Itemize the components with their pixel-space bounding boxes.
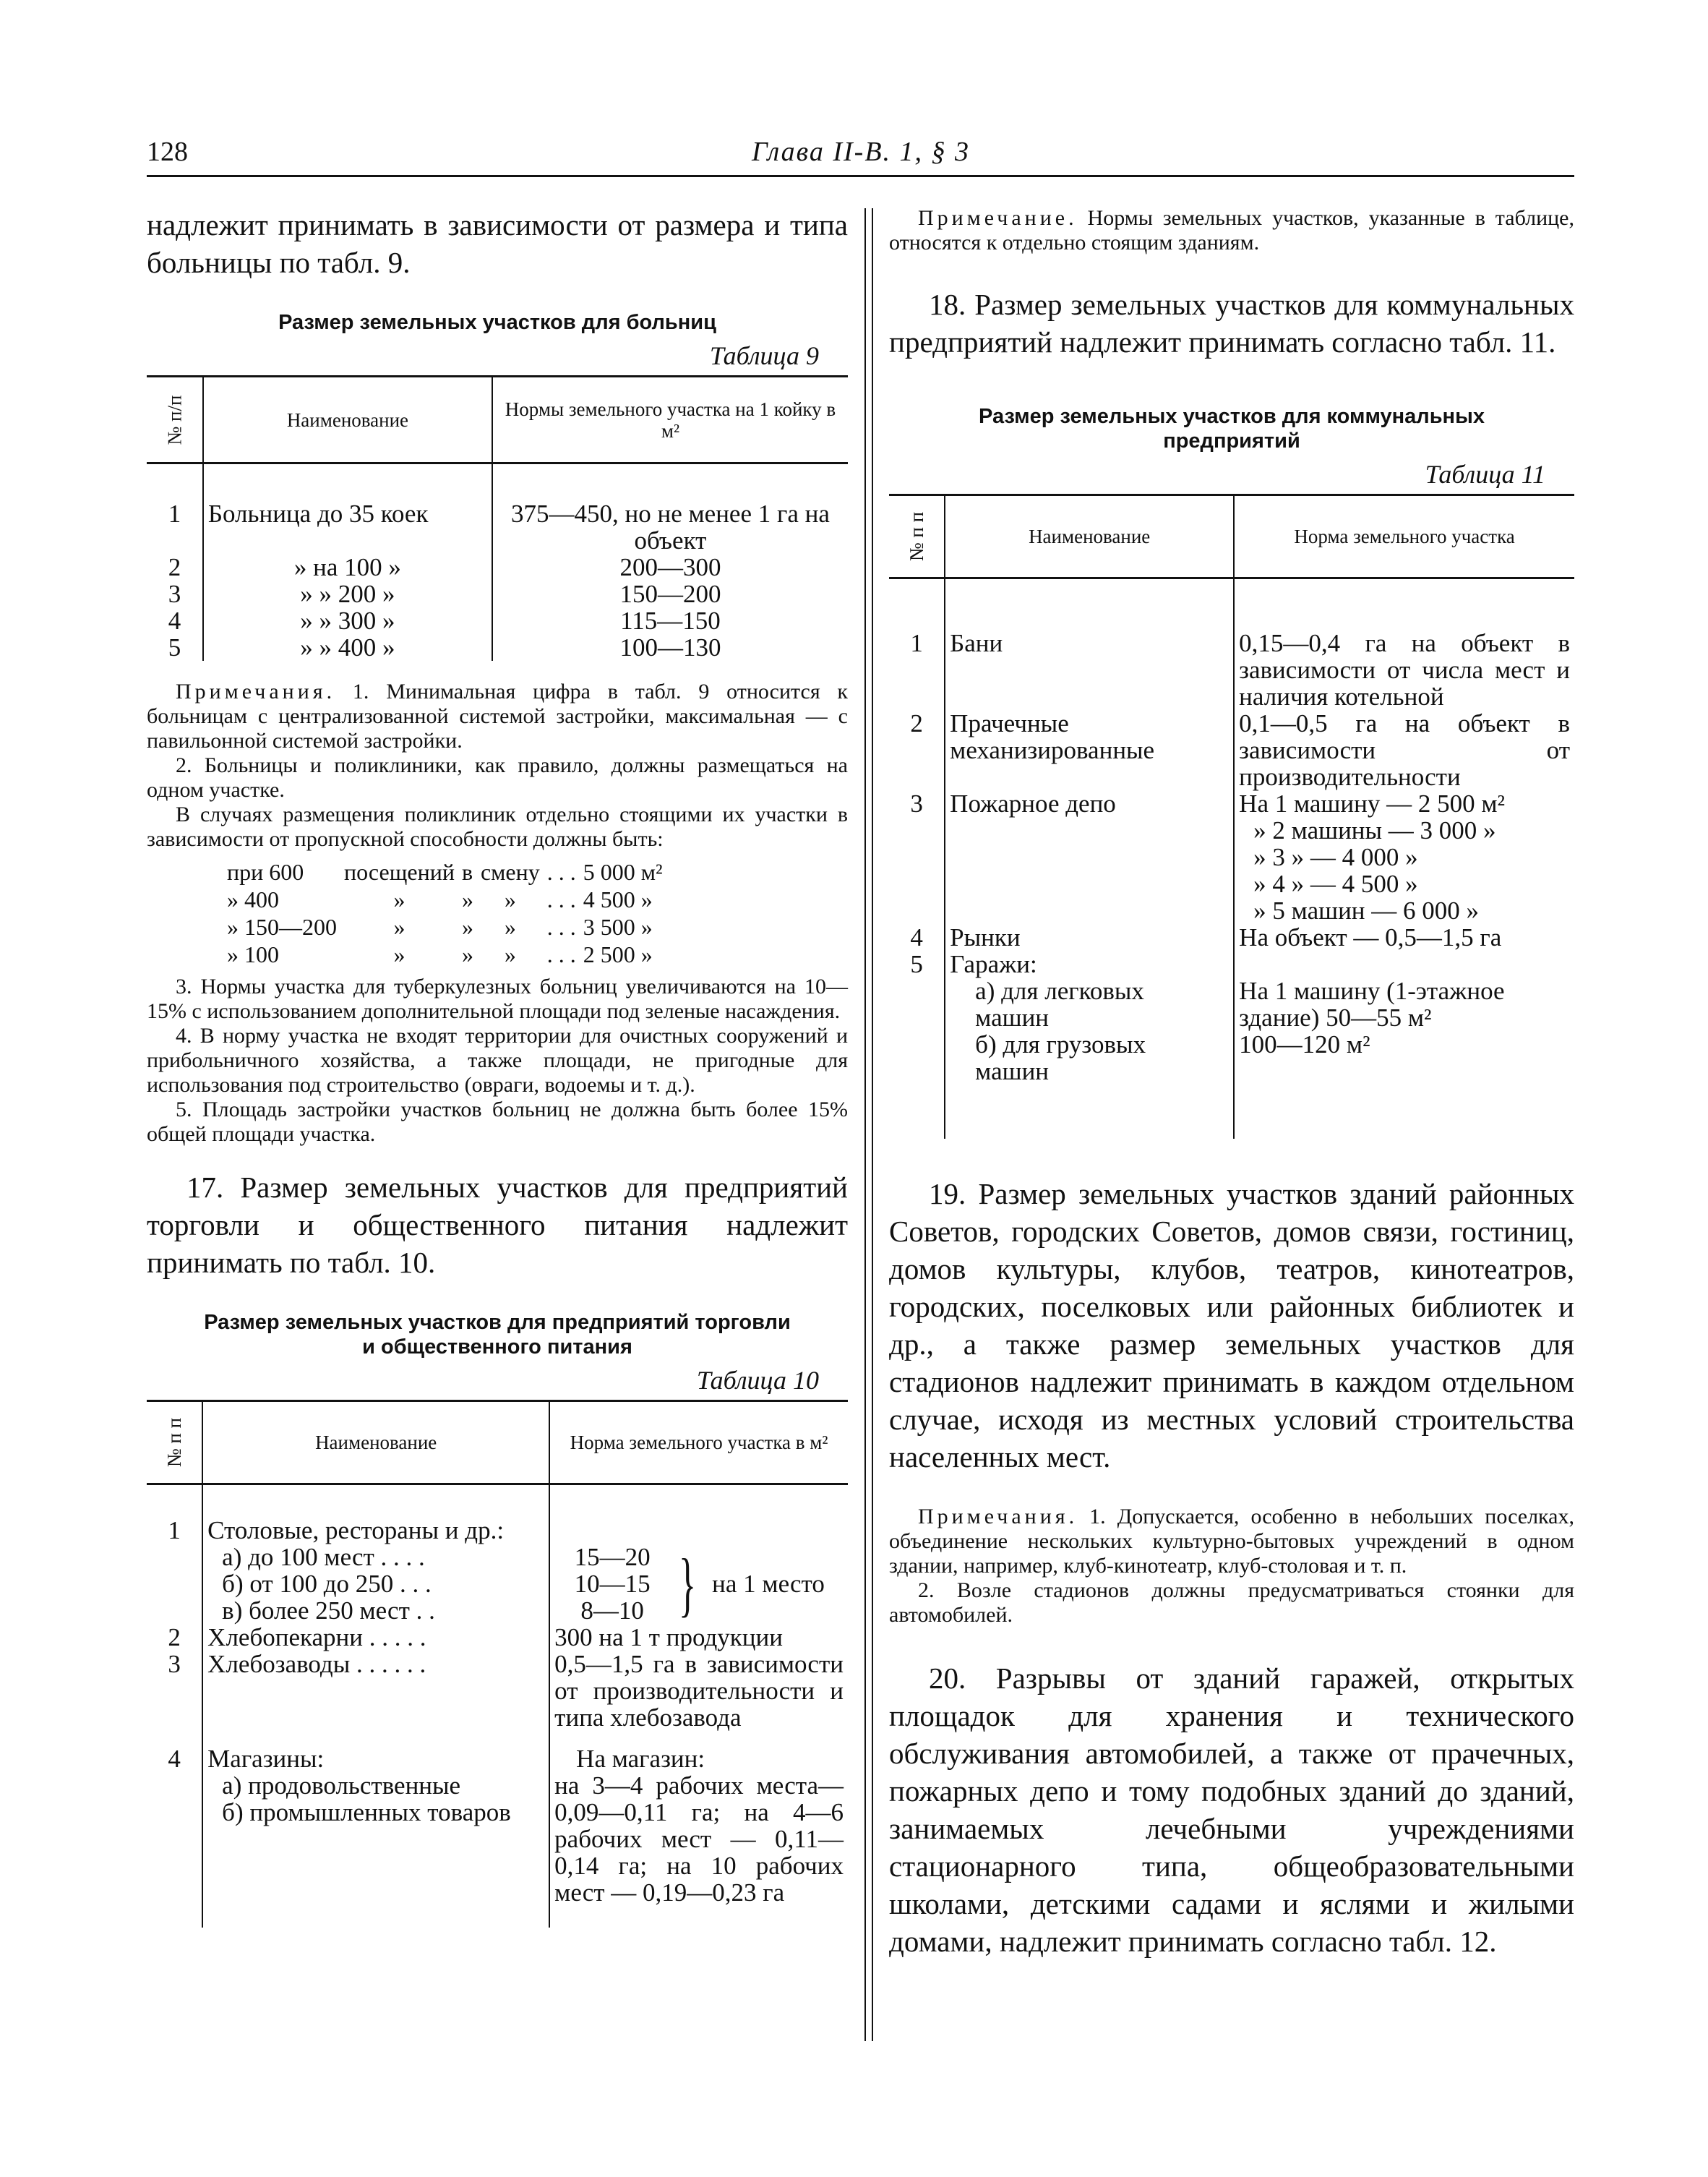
table11-caption-line2: предприятий xyxy=(1163,429,1300,453)
table9-header-name: Наименование xyxy=(203,377,492,463)
paragraph-17: 17. Размер земельных участков для предприятий торговли и общественного питания надлежит принимать по табл. 10. xyxy=(147,1171,848,1279)
table11-number: Таблица 11 xyxy=(1425,460,1545,489)
table11-caption-line1: Размер земельных участков для коммунальных xyxy=(979,405,1485,428)
table-row: 5 » » 400 » 100—130 xyxy=(147,634,848,661)
table10-header-num: № п п xyxy=(147,1401,202,1484)
note-top: Примечание. Нормы земельных участков, указанные в таблице, относятся к отдельно стоящим зданиям. xyxy=(889,206,1575,255)
table10 xyxy=(147,1400,848,1928)
table-row: 4 Рынки На объект — 0,5—1,5 га xyxy=(889,924,1574,951)
table-row: 1 Столовые, рестораны и др.: а) до 100 мест . . . . б) от 100 до 250 . . . в) более 250 мест . . 15—20 10—15 8—10 } на 1 место xyxy=(147,1517,848,1624)
table9-caption: Размер земельных участков для больниц xyxy=(278,311,716,334)
brace-icon: } xyxy=(679,1543,697,1624)
notes9-n4: 4. В норму участка не входят территории для очистных сооружений и прибольничного хозяйства, а также площади, не пригодные для использования под строительство (овраги, водоемы и т. д.). xyxy=(147,1024,848,1097)
notes9-n3: 3. Нормы участка для туберкулезных больниц увеличиваются на 10—15% с использованием дополнительной площади под зеленые насаждения. xyxy=(147,975,848,1023)
table-row: 3 » » 200 » 150—200 xyxy=(147,581,848,607)
right-column xyxy=(889,206,1574,1960)
table9-header-norm: Нормы земельного участка на 1 койку в м² xyxy=(492,377,848,463)
list-item: при 600 посещений в смену . . . 5 000 м² xyxy=(227,859,663,885)
table10-header-name: Наименование xyxy=(202,1401,549,1484)
notes9-n1: Примечания. 1. Минимальная цифра в табл. 9 относится к больницам с централизованной системой застройки, максимальная — с павильонной системой застройки. xyxy=(147,680,849,753)
table10-number: Таблица 10 xyxy=(696,1366,819,1395)
intro-paragraph: надлежит принимать в зависимости от размера и типа больницы по табл. 9. xyxy=(147,208,848,279)
table11-header-name: Наименование xyxy=(945,495,1234,578)
table9-number: Таблица 9 xyxy=(709,341,819,370)
table-row: 3 Пожарное депо На 1 машину — 2 500 м² » 2 машины — 3 000 » » 3 » — 4 000 » » 4 » — 4 500 » » 5 машин — 6 000 » xyxy=(889,790,1574,924)
table10-caption-line1: Размер земельных участков для предприятий торговли xyxy=(204,1311,791,1334)
left-column xyxy=(147,206,848,1928)
table10-header-norm: Норма земельного участка в м² xyxy=(549,1401,848,1484)
table11 xyxy=(889,494,1574,1139)
notes9-n2b: В случаях размещения поликлиник отдельно стоящими их участки в зависимости от пропускной способности должны быть: xyxy=(147,803,848,851)
visits-table xyxy=(223,857,667,969)
table-row: 1 Больница до 35 коек 375—450, но не менее 1 га на объект xyxy=(147,500,848,554)
notes9-n5: 5. Площадь застройки участков больниц не должна быть более 15% общей площади участка. xyxy=(147,1098,848,1146)
table-row: 4 » » 300 » 115—150 xyxy=(147,607,848,634)
column-divider-second xyxy=(872,208,873,2041)
table-row: 4 Магазины: а) продовольственные б) промышленных товаров На магазин: на 3—4 рабочих места— 0,09—0,11 га; на 4—6 рабочих мест — 0,11— 0,14 га; на 10 рабочих мест — 0,19—0,23 га xyxy=(147,1745,848,1928)
notes19-n1: Примечания. 1. Допускается, особенно в небольших поселках, объединение нескольких культурно-бытовых учреждений в одном здании, например, клуб-кинотеатр, клуб-столовая и т. п. xyxy=(889,1505,1574,1578)
table9-header-num: № п/п xyxy=(147,377,203,463)
column-divider xyxy=(864,208,866,2041)
table10-caption-line2: и общественного питания xyxy=(362,1335,632,1359)
table9 xyxy=(147,375,848,661)
notes19-n2: 2. Возле стадионов должны предусматриваться стоянки для автомобилей. xyxy=(889,1578,1574,1627)
table11-header-num: № п п xyxy=(889,495,945,578)
table-row: 1 Бани 0,15—0,4 га на объект в зависимости от числа мест и наличия котельной xyxy=(889,630,1574,710)
list-item: » 100 » » » . . . 2 500 » xyxy=(227,941,653,967)
list-item: » 150—200 » » » . . . 3 500 » xyxy=(227,914,653,940)
table-row: 2 Хлебопекарни . . . . . 300 на 1 т продукции xyxy=(147,1624,848,1651)
table-row: 3 Хлебозаводы . . . . . . 0,5—1,5 га в зависимости от производительности и типа хлебозавода xyxy=(147,1651,848,1745)
table-row: 2 Прачечные механизированные 0,1—0,5 га на объект в зависимости от производительности xyxy=(889,710,1574,790)
notes9-n2: 2. Больницы и поликлиники, как правило, должны размещаться на одном участке. xyxy=(147,753,848,802)
paragraph-20: 20. Разрывы от зданий гаражей, открытых площадок для хранения и технического обслуживания автомобилей, а также от прачечных, пожарных депо и тому подобных зданий до зданий, занимаемых лечебными учреждениями стационарного типа, общеобразовательными школами, детскими садами и яслями и жилыми домами, надлежит принимать согласно табл. 12. xyxy=(889,1661,1574,1958)
table11-header-norm: Норма земельного участка xyxy=(1234,495,1574,578)
running-title: Глава II-В. 1, § 3 xyxy=(752,137,971,167)
table-row: 2 » на 100 » 200—300 xyxy=(147,554,848,581)
table-row: 5 Гаражи: а) для легковых машин б) для грузовых машин На 1 машину (1-этажное здание) 50—55 м² 100—120 м² xyxy=(889,951,1574,1085)
list-item: » 400 » » » . . . 4 500 » xyxy=(227,886,653,912)
header-rule xyxy=(147,175,1574,177)
paragraph-18: 18. Размер земельных участков для коммунальных предприятий надлежит принимать согласно табл. 11. xyxy=(889,288,1574,359)
page-number: 128 xyxy=(147,137,188,167)
paragraph-19: 19. Размер земельных участков зданий районных Советов, городских Советов, домов связи, гостиниц, домов культуры, клубов, театров, кинотеатров, городских, поселковых или районных библиотек и др., а также размер земельных участков для стадионов надлежит принимать в каждом отдельном случае, исходя из местных условий строительства населенных мест. xyxy=(889,1177,1574,1474)
